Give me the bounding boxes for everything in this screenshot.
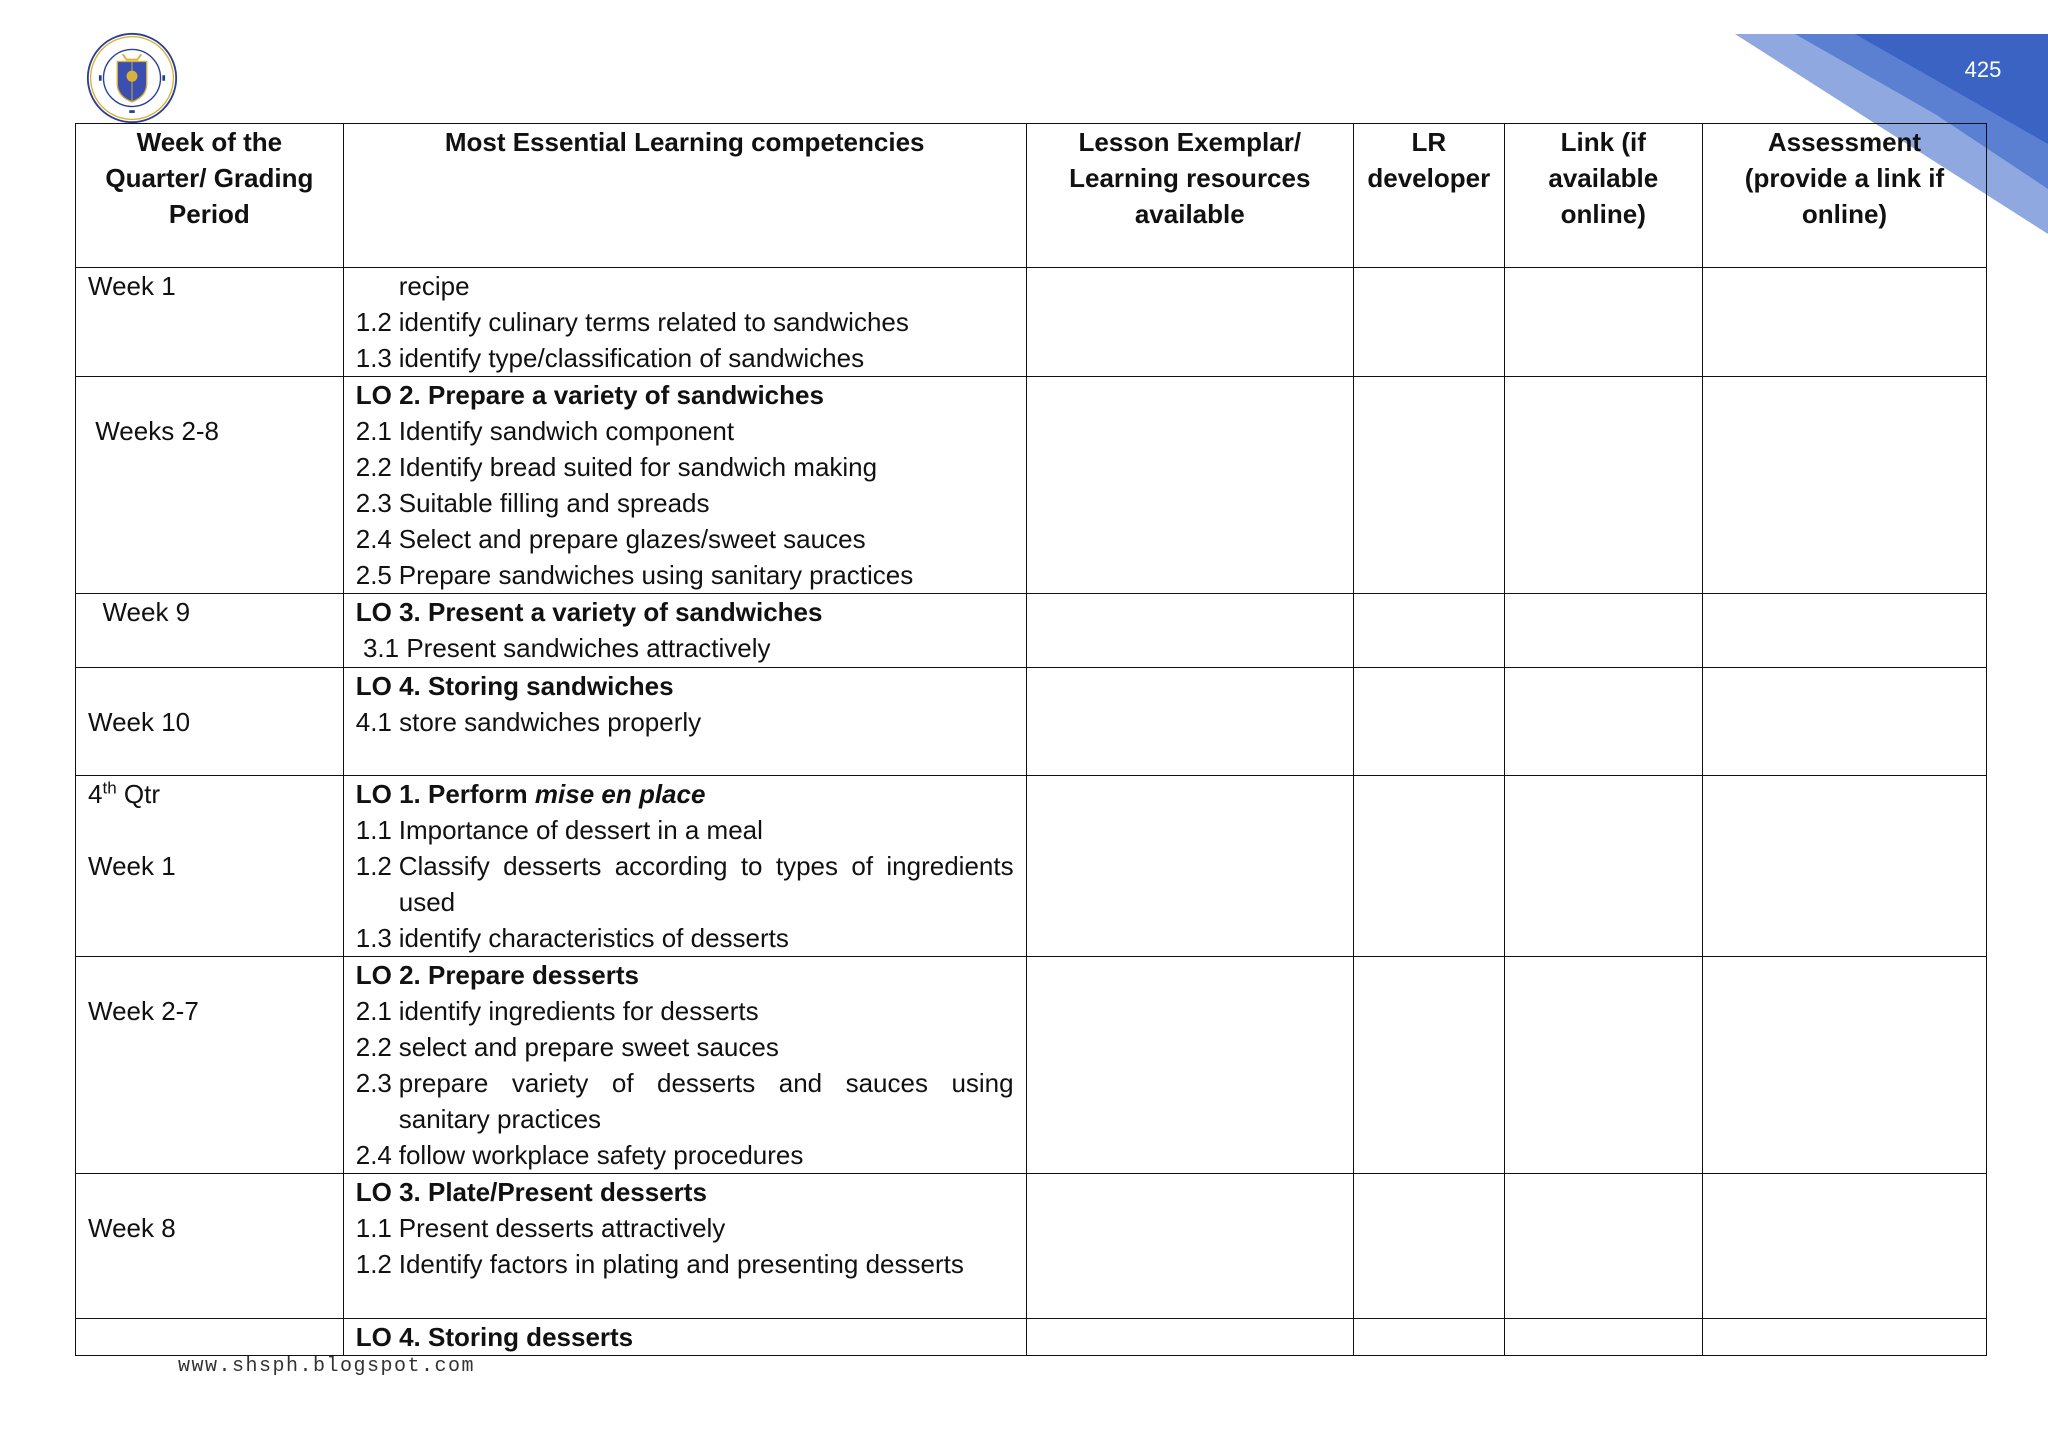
competency-item [356, 1210, 1014, 1246]
competency-item [356, 557, 1014, 593]
competency-text: Prepare sandwiches using sanitary practices [398, 560, 914, 590]
competency-number: 2.2 [355, 1032, 392, 1062]
table-row [76, 1319, 1987, 1356]
week-cell [76, 668, 344, 776]
competency-continuation: recipe [398, 271, 470, 301]
competency-number: 1.1 [355, 1213, 392, 1243]
footer-url: www.shsph.blogspot.com [178, 1355, 476, 1378]
week-label: Weeks 2-8 [88, 416, 220, 446]
header-competencies: Most Essential Learning competencies [343, 124, 1026, 268]
quarter-text: Qtr [116, 779, 160, 809]
assessment-cell [1702, 377, 1986, 594]
table-row [76, 776, 1987, 957]
competencies-cell [343, 668, 1026, 776]
link-cell [1504, 957, 1702, 1174]
competency-text: Identify sandwich component [398, 416, 735, 446]
competency-text: Select and prepare glazes/sweet sauces [398, 524, 866, 554]
week-cell [76, 594, 344, 668]
competency-text: identify type/classification of sandwiches [398, 343, 865, 373]
week-cell [76, 377, 344, 594]
table-row [76, 957, 1987, 1174]
competencies-cell [343, 1319, 1026, 1356]
competency-text: identify culinary terms related to sandwiches [398, 307, 909, 337]
competency-text: Identify bread suited for sandwich making [398, 452, 878, 482]
week-cell [76, 1174, 344, 1319]
competency-item [356, 485, 1014, 521]
competency-line: 4.1 store sandwiches properly [355, 707, 702, 737]
table-row [76, 668, 1987, 776]
quarter-label [88, 776, 331, 812]
week-label [88, 957, 331, 993]
competency-number: 1.2 [355, 307, 392, 337]
table-row [76, 377, 1987, 594]
link-cell [1504, 776, 1702, 957]
week-label: Week 10 [88, 707, 191, 737]
header-lr-developer: LR developer [1353, 124, 1504, 268]
competency-item [356, 812, 1014, 848]
header-assessment: Assessment (provide a link if online) [1702, 124, 1986, 268]
week-label [88, 1319, 331, 1355]
competency-item [356, 1065, 1014, 1137]
competency-text: Importance of dessert in a meal [398, 815, 763, 845]
competency-number: 2.3 [355, 488, 392, 518]
competency-text: Classify desserts according to types of ingredients used [398, 851, 1014, 917]
competency-item [356, 340, 1014, 376]
competency-item [356, 521, 1014, 557]
learning-outcome-heading: LO 4. Storing desserts [355, 1322, 634, 1352]
assessment-cell [1702, 957, 1986, 1174]
competency-number: 1.3 [355, 923, 392, 953]
week-label: Week 1 [88, 851, 176, 881]
competency-text: Identify factors in plating and presenting desserts [398, 1249, 964, 1279]
competency-number: 2.1 [355, 996, 392, 1026]
competencies-cell [343, 957, 1026, 1174]
competency-item [356, 1137, 1014, 1173]
competencies-cell [343, 377, 1026, 594]
header-link: Link (if available online) [1504, 124, 1702, 268]
lr-developer-cell [1353, 1174, 1504, 1319]
competency-item [356, 1029, 1014, 1065]
assessment-cell [1702, 594, 1986, 668]
competency-text: Present desserts attractively [398, 1213, 726, 1243]
competency-item [356, 449, 1014, 485]
competency-text: select and prepare sweet sauces [398, 1032, 779, 1062]
quarter-number: 4 [88, 779, 103, 809]
competency-line: 3.1 Present sandwiches attractively [355, 633, 771, 663]
competencies-cell [343, 268, 1026, 377]
assessment-cell [1702, 1319, 1986, 1356]
learning-outcome-heading: LO 2. Prepare desserts [355, 960, 639, 990]
learning-outcome-heading: LO 2. Prepare a variety of sandwiches [355, 380, 824, 410]
learning-outcome-italic: mise en place [534, 779, 706, 809]
competency-number: 1.3 [355, 343, 392, 373]
competency-text: prepare variety of desserts and sauces using sanitary practices [398, 1068, 1014, 1134]
week-cell [76, 1319, 344, 1356]
assessment-cell [1702, 776, 1986, 957]
quarter-ordinal: th [102, 778, 117, 798]
lr-developer-cell [1353, 957, 1504, 1174]
competency-number: 1.2 [355, 1249, 392, 1279]
competency-item [356, 993, 1014, 1029]
link-cell [1504, 1174, 1702, 1319]
lesson-cell [1026, 594, 1353, 668]
lesson-cell [1026, 1319, 1353, 1356]
competency-text: Suitable filling and spreads [398, 488, 710, 518]
table-row [76, 1174, 1987, 1319]
week-label: Week 9 [88, 597, 191, 627]
learning-outcome-heading: LO 3. Plate/Present desserts [355, 1177, 707, 1207]
learning-outcome-heading: LO 3. Present a variety of sandwiches [355, 597, 823, 627]
deped-seal-logo [86, 32, 178, 124]
lr-developer-cell [1353, 668, 1504, 776]
lr-developer-cell [1353, 594, 1504, 668]
lesson-cell [1026, 668, 1353, 776]
lesson-cell [1026, 377, 1353, 594]
table-row [76, 594, 1987, 668]
competency-text: identify characteristics of desserts [398, 923, 789, 953]
competency-item [356, 304, 1014, 340]
link-cell [1504, 594, 1702, 668]
lr-developer-cell [1353, 377, 1504, 594]
competency-text: identify ingredients for desserts [398, 996, 759, 1026]
week-cell [76, 268, 344, 377]
lesson-cell [1026, 268, 1353, 377]
lesson-cell [1026, 1174, 1353, 1319]
competency-number: 2.4 [355, 1140, 392, 1170]
competency-item [356, 920, 1014, 956]
week-label: Week 2-7 [88, 996, 199, 1026]
learning-outcome-heading [356, 776, 1014, 812]
learning-competencies-table [75, 123, 1987, 1356]
header-week: Week of the Quarter/ Grading Period [76, 124, 344, 268]
table-header-row [76, 124, 1987, 268]
competency-number: 1.1 [355, 815, 392, 845]
link-cell [1504, 1319, 1702, 1356]
link-cell [1504, 668, 1702, 776]
week-cell [76, 957, 344, 1174]
assessment-cell [1702, 668, 1986, 776]
week-label [88, 377, 331, 413]
assessment-cell [1702, 1174, 1986, 1319]
header-lesson-exemplar: Lesson Exemplar/ Learning resources available [1026, 124, 1353, 268]
week-label: Week 1 [88, 271, 176, 301]
week-label [88, 668, 331, 704]
lr-developer-cell [1353, 776, 1504, 957]
competency-number: 2.5 [355, 560, 392, 590]
week-cell [76, 776, 344, 957]
week-label [88, 812, 331, 848]
lr-developer-cell [1353, 268, 1504, 377]
lesson-cell [1026, 776, 1353, 957]
week-label: Week 8 [88, 1213, 176, 1243]
competency-number: 2.3 [355, 1068, 392, 1098]
link-cell [1504, 377, 1702, 594]
competency-number: 1.2 [355, 851, 392, 881]
competency-item [356, 413, 1014, 449]
learning-outcome-heading: LO 4. Storing sandwiches [355, 671, 674, 701]
table-body [76, 268, 1987, 1356]
competency-item [356, 1246, 1014, 1282]
learning-outcome-text: LO 1. Perform [355, 779, 535, 809]
lr-developer-cell [1353, 1319, 1504, 1356]
lesson-cell [1026, 957, 1353, 1174]
competencies-cell [343, 776, 1026, 957]
competency-number: 2.2 [355, 452, 392, 482]
week-label [88, 1174, 331, 1210]
page-number: 425 [1964, 57, 2002, 82]
table-row [76, 268, 1987, 377]
link-cell [1504, 268, 1702, 377]
competencies-cell [343, 1174, 1026, 1319]
competency-text: follow workplace safety procedures [398, 1140, 804, 1170]
competency-number: 2.4 [355, 524, 392, 554]
competency-number: 2.1 [355, 416, 392, 446]
competency-item [356, 848, 1014, 920]
competencies-cell [343, 594, 1026, 668]
assessment-cell [1702, 268, 1986, 377]
